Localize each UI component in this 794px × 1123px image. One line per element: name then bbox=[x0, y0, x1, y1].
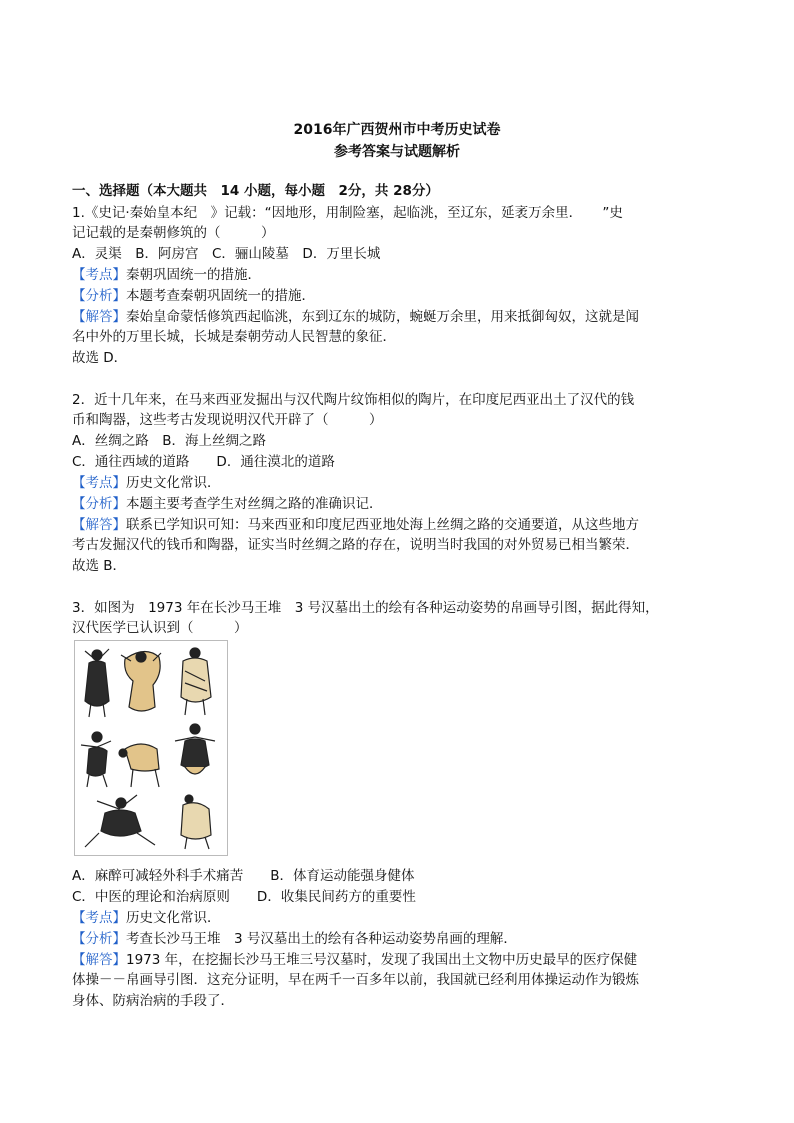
fenxi-text: 本题考查秦朝巩固统一的措施． bbox=[126, 288, 315, 304]
jieda-tag: 【解答】 bbox=[72, 952, 126, 968]
jieda-text: 联系已学知识可知：马来西亚和印度尼西亚地处海上丝绸之路的交通要道，从这些地方 bbox=[126, 517, 639, 533]
q1-stem-line2: 记记载的是秦朝修筑的（ ） bbox=[72, 225, 275, 241]
q2-stem-line1: 2．近十几年来，在马来西亚发掘出与汉代陶片纹饰相似的陶片，在印度尼西亚出土了汉代的钱 bbox=[72, 392, 635, 408]
jieda-tag: 【解答】 bbox=[72, 517, 126, 533]
kaodian-tag: 【考点】 bbox=[72, 475, 126, 491]
kaodian-text: 秦朝巩固统一的措施． bbox=[126, 267, 261, 283]
q3-stem-line2: 汉代医学已认识到（ ） bbox=[72, 620, 248, 636]
q2-options-cd: C．通往西域的道路 D．通往漠北的道路 bbox=[72, 454, 335, 470]
fenxi-text: 考查长沙马王堆 3 号汉墓出土的绘有各种运动姿势帛画的理解． bbox=[126, 931, 517, 947]
q1-jieda-line1 bbox=[72, 307, 722, 327]
daoyin-silk-painting-figure bbox=[74, 640, 228, 856]
exercise-figures-drawing bbox=[75, 641, 227, 855]
fenxi-text: 本题主要考查学生对丝绸之路的准确识记． bbox=[126, 496, 383, 512]
jieda-text: 秦始皇命蒙恬修筑西起临洮，东到辽东的城防，蜿蜒万余里，用来抵御匈奴，这就是闻 bbox=[126, 309, 639, 325]
q1-options: A．灵渠 B．阿房宫 C．骊山陵墓 D．万里长城 bbox=[72, 246, 381, 262]
figure-2 bbox=[121, 651, 161, 711]
fenxi-tag: 【分析】 bbox=[72, 288, 126, 304]
q3-stem-line1: 3．如图为 1973 年在长沙马王堆 3 号汉墓出土的绘有各种运动姿势的帛画导引图，据此得知， bbox=[72, 600, 659, 616]
figure-5 bbox=[119, 744, 159, 787]
q2-stem-line2: 币和陶器，这些考古发现说明汉代开辟了（ ） bbox=[72, 412, 383, 428]
q3-options-cd: C．中医的理论和治病原则 D．收集民间药方的重要性 bbox=[72, 889, 416, 905]
q2-options-ab: A．丝绸之路 B．海上丝绸之路 bbox=[72, 433, 266, 449]
q3-jieda-line1 bbox=[72, 950, 722, 970]
q1-fenxi bbox=[72, 286, 722, 306]
q3-jieda-line2: 体操－－帛画导引图．这充分证明，早在两千一百多年以前，我国就已经利用体操运动作为锻炼 bbox=[72, 972, 639, 988]
kaodian-text: 历史文化常识． bbox=[126, 475, 221, 491]
section-heading: 一、选择题（本大题共 14 小题，每小题 2分，共 28分） bbox=[72, 183, 439, 199]
q2-answer: 故选 B． bbox=[72, 558, 127, 574]
kaodian-tag: 【考点】 bbox=[72, 910, 126, 926]
q3-fenxi bbox=[72, 929, 722, 949]
q2-jieda-line2: 考古发掘汉代的钱币和陶器，证实当时丝绸之路的存在，说明当时我国的对外贸易已相当繁荣． bbox=[72, 537, 639, 553]
figure-4 bbox=[81, 732, 111, 787]
fenxi-tag: 【分析】 bbox=[72, 496, 126, 512]
jieda-text: 1973 年，在挖掘长沙马王堆三号汉墓时，发现了我国出土文物中历史最早的医疗保健 bbox=[126, 952, 638, 968]
page-title: 2016年广西贺州市中考历史试卷 bbox=[293, 122, 501, 138]
jieda-tag: 【解答】 bbox=[72, 309, 126, 325]
figure-8 bbox=[181, 795, 211, 849]
q3-jieda-line3: 身体、防病治病的手段了． bbox=[72, 993, 234, 1009]
figure-3 bbox=[181, 648, 211, 715]
q1-jieda-line2: 名中外的万里长城，长城是秦朝劳动人民智慧的象征． bbox=[72, 329, 396, 345]
kaodian-tag: 【考点】 bbox=[72, 267, 126, 283]
fenxi-tag: 【分析】 bbox=[72, 931, 126, 947]
page-subtitle: 参考答案与试题解析 bbox=[334, 144, 460, 160]
q2-fenxi bbox=[72, 494, 722, 514]
figure-1 bbox=[85, 649, 109, 717]
q2-jieda-line1 bbox=[72, 515, 722, 535]
q3-kaodian bbox=[72, 908, 722, 928]
q3-options-ab: A．麻醉可减轻外科手术痛苦 B．体育运动能强身健体 bbox=[72, 868, 415, 884]
q2-kaodian bbox=[72, 473, 722, 493]
q1-kaodian bbox=[72, 265, 722, 285]
q1-stem-line1: 1.《史记·秦始皇本纪 》记载：“因地形，用制险塞，起临洮，至辽东，延袤万余里． ”史 bbox=[72, 205, 623, 221]
q1-answer: 故选 D． bbox=[72, 350, 128, 366]
figure-7 bbox=[85, 795, 155, 847]
kaodian-text: 历史文化常识． bbox=[126, 910, 221, 926]
figure-6 bbox=[175, 724, 215, 774]
